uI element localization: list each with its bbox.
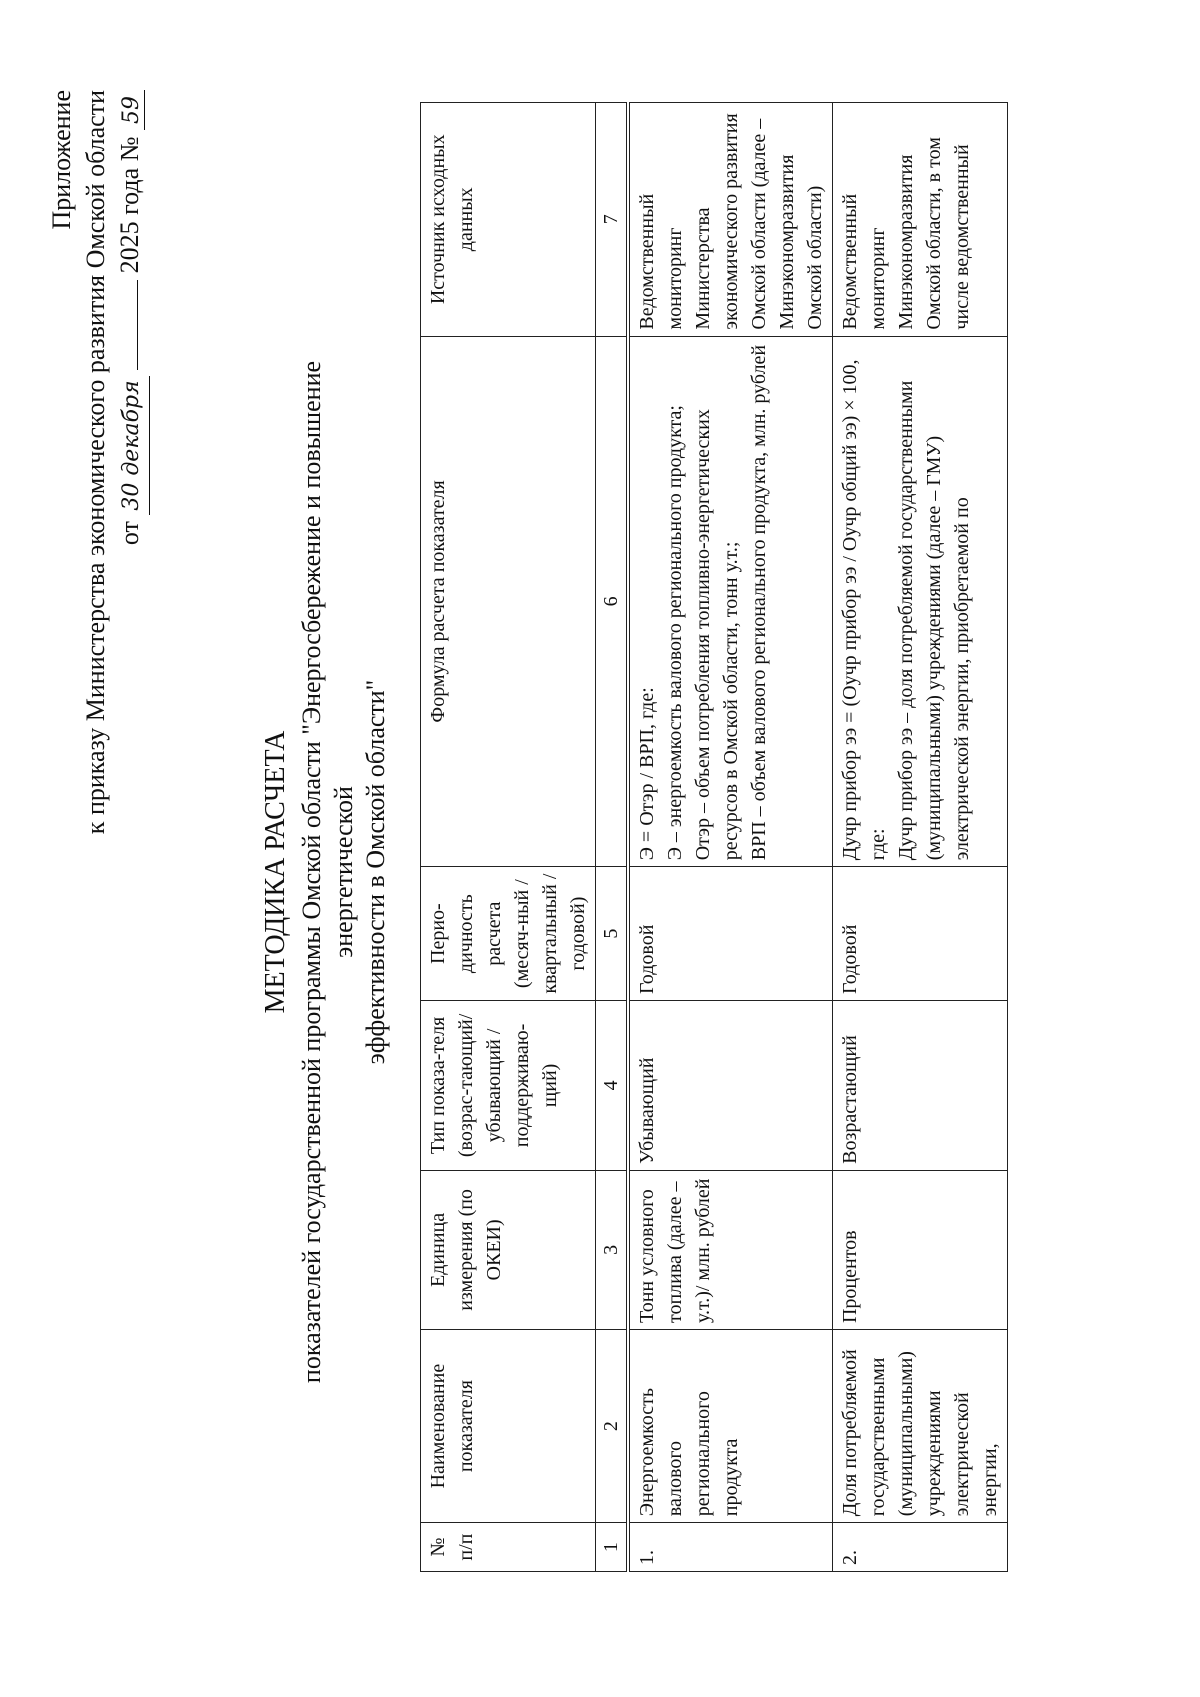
header-period: Перио-дичность расчета (месяч-ный / квартальный / годовой): [421, 867, 596, 1001]
appendix-date-line: [113, 90, 150, 834]
title-line-2: эффективности в Омской области": [361, 679, 390, 1065]
handwritten-number: 59: [119, 90, 145, 130]
methodology-table: [420, 102, 1008, 1572]
appendix-title: Приложение: [47, 90, 76, 230]
column-number-row: [596, 103, 629, 1572]
formula-line: Э – энергоемкость валового регионального продукта;: [664, 405, 686, 861]
date-prefix: от: [115, 521, 144, 546]
column-number: 7: [596, 103, 629, 337]
header-type: Тип показа-теля (возрас-тающий/ убывающий / поддерживаю-щий): [421, 1001, 596, 1171]
indicator-source: Ведомственный мониторинг Министерства экономического развития Омской области (далее – Минэкономразвития Омской области): [628, 103, 833, 337]
formula-line: Дучр прибор ээ = (Oучр прибор ээ / Oучр общий ээ) × 100, где:: [839, 359, 889, 861]
header-formula: Формула расчета показателя: [421, 336, 596, 867]
indicator-name: Доля потребляемой государственными (муниципальными) учреждениями электрической энергии,: [833, 1330, 1008, 1523]
indicator-formula: [628, 336, 833, 867]
formula-line: Э = Oтэр / ВРП, где:: [636, 687, 658, 861]
indicator-formula: [833, 336, 1008, 867]
table-row: [628, 103, 833, 1572]
year-text: 2025 года №: [115, 136, 144, 274]
table-header-row: [421, 103, 596, 1572]
header-unit: Единица измерения (по ОКЕИ): [421, 1170, 596, 1329]
header-num: № п/п: [421, 1523, 596, 1572]
indicator-unit: Тонн условного топлива (далее – у.т.)/ млн. рублей: [628, 1170, 833, 1329]
table-row: [833, 103, 1008, 1572]
column-number: 3: [596, 1170, 629, 1329]
indicator-period: Годовой: [833, 867, 1008, 1001]
column-number: 6: [596, 336, 629, 867]
formula-line: ВРП – объем валового регионального продукта, млн. рублей: [748, 344, 770, 861]
column-number: 5: [596, 867, 629, 1001]
date-underline: [137, 280, 138, 370]
appendix-order-line: к приказу Министерства экономического развития Омской области: [81, 90, 110, 835]
row-num: 2.: [833, 1523, 1008, 1572]
appendix-block: [45, 90, 150, 834]
column-number: 2: [596, 1330, 629, 1523]
indicator-type: Убывающий: [628, 1001, 833, 1171]
indicator-source: Ведомственный мониторинг Минэкономразвития Омской области, в том числе ведомственный: [833, 103, 1008, 337]
document-title: [260, 287, 392, 1457]
row-num: 1.: [628, 1523, 833, 1572]
indicator-period: Годовой: [628, 867, 833, 1001]
title-line-1: показателей государственной программы Омской области "Энергосбережение и повышение энергетической: [297, 360, 358, 1384]
title-heading: МЕТОДИКА РАСЧЕТА: [260, 730, 291, 1014]
formula-line: Дучр прибор ээ – доля потребляемой государственными (муниципальными) учреждениями (далее – ГМУ) электрической энергии, приобретаемой по: [895, 380, 973, 861]
indicator-unit: Процентов: [833, 1170, 1008, 1329]
indicator-name: Энергоемкость валового регионального продукта: [628, 1330, 833, 1523]
column-number: 1: [596, 1523, 629, 1572]
formula-line: Oтэр – объем потребления топливно-энергетических ресурсов в Омской области, тонн у.т.;: [692, 409, 742, 861]
indicator-type: Возрастающий: [833, 1001, 1008, 1171]
handwritten-date: 30 декабря: [115, 376, 150, 514]
header-source: Источник исходных данных: [421, 103, 596, 337]
column-number: 4: [596, 1001, 629, 1171]
header-name: Наименование показателя: [421, 1330, 596, 1523]
